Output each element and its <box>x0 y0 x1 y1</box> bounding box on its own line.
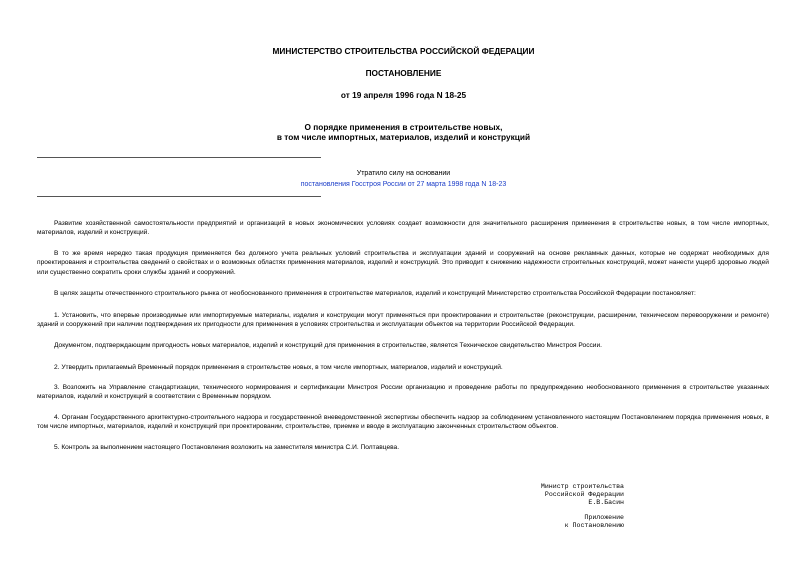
paragraph-8: 4. Органам Государственного архитектурно-строительного надзора и государственной вневедомственной экспертизы обеспечить надзор за соблюдением установленного настоящим Постановлением порядка применения новых, в том числе импортных, материалов, изделий и конструкций при проектировании, строительстве, приемке и вводе в эксплуатацию законченных строительством объектов. <box>37 414 769 431</box>
divider-top <box>37 157 321 158</box>
document-title-line-1: О порядке применения в строительстве новых, <box>304 122 503 132</box>
signature-name: Е.В.Басин <box>588 499 624 506</box>
paragraph-5: Документом, подтверждающим пригодность новых материалов, изделий и конструкций для применения в строительстве, является Техническое свидетельство Минстроя России. <box>54 342 602 349</box>
appendix-reference: к Постановлению <box>564 522 624 529</box>
signature-title-line-1: Министр строительства <box>540 483 624 490</box>
appendix-label: Приложение <box>584 514 624 521</box>
repeal-note-link-row <box>0 180 807 189</box>
document-type: ПОСТАНОВЛЕНИЕ <box>365 68 442 78</box>
divider-bottom <box>37 196 321 197</box>
paragraph-3: В целях защиты отечественного строительного рынка от необоснованного применения в строительстве материалов, изделий и конструкций Министерство строительства Российской Федерации постановляет: <box>54 290 696 297</box>
ministry-heading: МИНИСТЕРСТВО СТРОИТЕЛЬСТВА РОССИЙСКОЙ ФЕДЕРАЦИИ <box>272 46 535 56</box>
repeal-note-text: Утратило силу на основании <box>356 170 451 177</box>
paragraph-9: 5. Контроль за выполнением настоящего Постановления возложить на заместителя министра С.И. Полтавцева. <box>54 444 400 451</box>
paragraph-1: Развитие хозяйственной самостоятельности предприятий и организаций в новых экономических условиях создает возможности для значительного расширения применения в строительстве новых, в том числе импортных, материалов, изделий и конструкций. <box>37 220 769 237</box>
paragraph-6: 2. Утвердить прилагаемый Временный порядок применения в строительстве новых, в том числе импортных, материалов, изделий и конструкций. <box>54 364 503 371</box>
paragraph-4: 1. Установить, что впервые производимые или импортируемые материалы, изделия и конструкции могут применяться при проектировании и строительстве (реконструкции, расширении, техническом перевооружении и ремонте) зданий и сооружений при наличии подтверждения их пригодности для применения в условиях строительства и эксплуатации объектов на территории Российской Федерации. <box>37 312 769 329</box>
document-title-line-2: в том числе импортных, материалов, изделий и конструкций <box>276 132 531 142</box>
document-date-number: от 19 апреля 1996 года N 18-25 <box>340 90 467 100</box>
paragraph-2: В то же время нередко такая продукция применяется без должного учета реальных условий строительства и эксплуатации зданий и сооружений на основе рекламных данных, которые не содержат необходимых для проектирования и строительства сведений о свойствах и о возможных областях применения материалов, изделий и конструкций. Это приводит к снижению надежности строительных конструкций, может нанести ущерб здоровью людей или существенно сократить сроки службы зданий и сооружений. <box>37 250 769 276</box>
signature-title-line-2: Российской Федерации <box>544 491 624 498</box>
paragraph-7: 3. Возложить на Управление стандартизации, технического нормирования и сертификации Минстроя России организацию и проведение работы по предупреждению необоснованного применения в строительстве указанных материалов, изделий и конструкций в соответствии с Временным порядком. <box>37 384 769 401</box>
repeal-decree-link[interactable]: постановления Госстроя России от 27 марта 1998 года N 18-23 <box>300 181 507 188</box>
